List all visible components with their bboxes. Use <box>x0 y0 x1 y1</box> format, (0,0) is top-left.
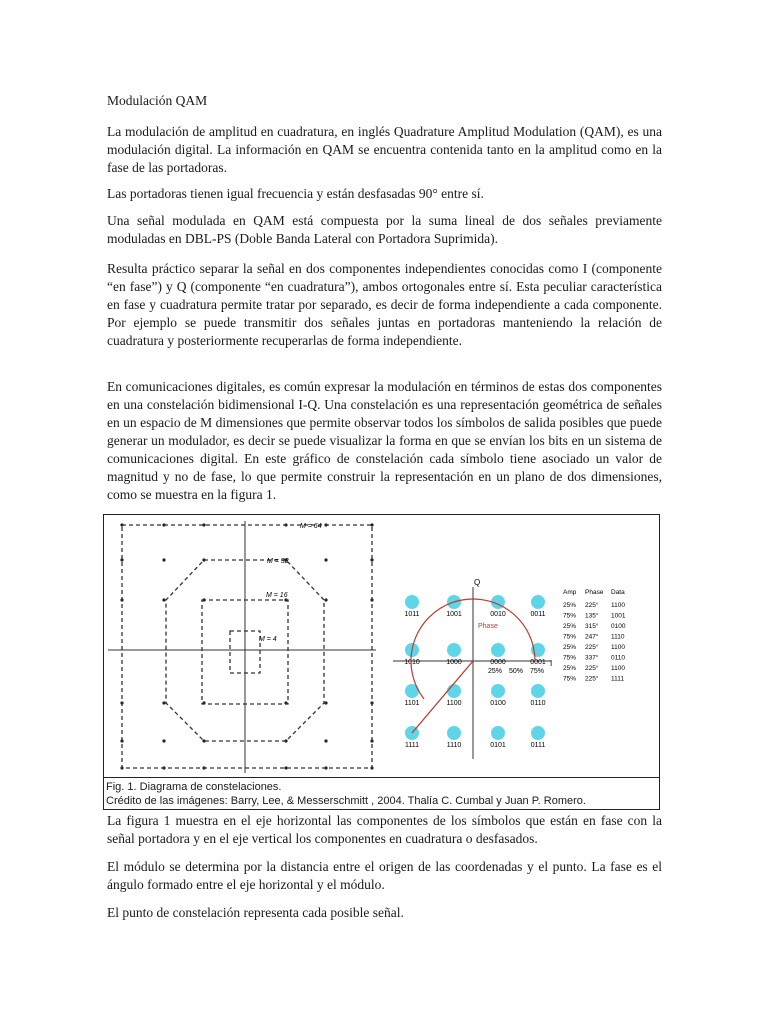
table-cell: 25% <box>563 644 577 651</box>
table-cell: 225° <box>585 602 599 609</box>
qam16-constellation-diagram <box>387 515 659 777</box>
amp-phase-data-table <box>563 589 626 683</box>
symbol-dot <box>491 684 505 698</box>
table-cell: 25% <box>563 665 577 672</box>
table-cell: 25% <box>563 602 577 609</box>
label-m64: M = 64 <box>300 523 322 530</box>
paragraph-dbl-ps: Una señal modulada en QAM está compuesta por la suma lineal de dos señales previamente moduladas en DBL-PS (Doble Banda Lateral con Portadora Suprimida). <box>107 213 662 246</box>
symbol-label: 1011 <box>404 611 420 618</box>
table-cell: 337° <box>585 654 599 662</box>
symbol-label: 0101 <box>490 742 506 749</box>
vector-line <box>412 661 473 733</box>
constellation-point <box>324 598 327 601</box>
paragraph-intro: La modulación de amplitud en cuadratura, en inglés Quadrature Amplitud Modulation (QAM), es una modulación digital. La información en QAM se encuentra contenida tanto en la amplitud como en la fase de las portadoras. <box>107 124 662 175</box>
table-cell: 1110 <box>611 633 625 641</box>
table-cell: 75% <box>563 633 577 641</box>
paragraph-constellation: En comunicaciones digitales, es común expresar la modulación en términos de estas dos componentes en una constelación bidimensional I-Q. Una constelación es una representación geométrica de señales en un espacio de M dimensiones que permite observar todos los símbolos de salida posibles que puede generar un modulador, es decir se puede visualizar la forma en que se envían los bits en un sistema de comunicaciones digital. En este gráfico de constelación cada símbolo tiene asociado un valor de magnitud y no de fase, lo que permite construir la representación en un plano de dos dimensiones, como se muestra en la figura 1. <box>107 379 662 502</box>
symbol-label: 1010 <box>404 659 420 666</box>
symbol-label: 0110 <box>530 700 546 707</box>
table-cell: 1111 <box>611 675 625 683</box>
symbol-dot <box>405 595 419 609</box>
table-cell: 225° <box>585 665 599 672</box>
symbol-label: 0011 <box>530 611 546 618</box>
document-heading: Modulación QAM <box>107 93 208 108</box>
paragraph-components: Resulta práctico separar la señal en dos componentes independientes conocidas como I (componente “en fase”) y Q (componente “en cuadratura”), ambos ortogonales entre sí. Esta peculiar característica en fase y cuadratura permite tratar por separado, es decir de forma independiente a cada componente. Por ejemplo se puede transmitir dos señales juntas en portadoras manteniendo la relación de cuadratura y posteriormente recuperarlas de forma independiente. <box>107 261 662 348</box>
constellation-point <box>162 558 165 561</box>
table-cell: 1100 <box>611 602 625 609</box>
constellation-boundaries <box>122 525 372 768</box>
label-m16: M = 16 <box>266 592 288 599</box>
paragraph-constellation-point: El punto de constelación representa cada posible señal. <box>107 905 404 920</box>
symbol-label: 1100 <box>446 700 462 707</box>
table-cell: 0110 <box>611 654 625 662</box>
symbol-label: 0010 <box>490 611 506 618</box>
table-cell: 1100 <box>611 665 625 672</box>
caption-credits: Crédito de las imágenes: Barry, Lee, & Messerschmitt , 2004. Thalía C. Cumbal y Juan P. Romero. <box>106 795 586 807</box>
constellation-point <box>324 558 327 561</box>
symbol-dot <box>531 726 545 740</box>
scale-label-75: 75% <box>530 668 545 675</box>
symbol-dot <box>447 643 461 657</box>
symbol-label: 0100 <box>490 700 506 707</box>
constellation-point <box>162 739 165 742</box>
symbol-label: 0000 <box>490 659 506 666</box>
axis-i-label: I <box>550 659 553 668</box>
caption-title: Fig. 1. Diagrama de constelaciones. <box>106 781 282 793</box>
symbol-dot <box>531 595 545 609</box>
qam16-points <box>404 595 546 749</box>
symbol-label: 1110 <box>446 742 462 749</box>
symbol-dot <box>447 684 461 698</box>
table-cell: 25% <box>563 623 577 630</box>
scale-label-25: 25% <box>488 668 503 675</box>
qam-nested-constellation-diagram <box>104 515 384 777</box>
symbol-label: 1111 <box>404 742 420 749</box>
paragraph-modulus-phase: El módulo se determina por la distancia entre el origen de las coordenadas y el punto. La fase es el ángulo formado entre el eje horizontal y el módulo. <box>107 859 662 892</box>
table-cell: 75% <box>563 675 577 683</box>
label-m32: M = 32 <box>267 558 289 565</box>
paragraph-carriers: Las portadoras tienen igual frecuencia y están desfasadas 90° entre sí. <box>107 186 484 201</box>
figure-1 <box>103 514 660 810</box>
boundary-m64 <box>122 525 372 768</box>
table-cell: 225° <box>585 644 599 651</box>
table-header: Amp <box>563 589 577 596</box>
symbol-dot <box>491 726 505 740</box>
table-cell: 0100 <box>611 623 626 630</box>
table-cell: 247° <box>585 633 599 641</box>
table-cell: 75% <box>563 654 577 662</box>
symbol-dot <box>447 726 461 740</box>
symbol-label: 1001 <box>446 611 462 618</box>
label-m4: M = 4 <box>259 636 277 643</box>
constellation-point <box>324 701 327 704</box>
constellation-point <box>324 739 327 742</box>
table-header: Data <box>611 589 625 596</box>
symbol-label: 0001 <box>530 659 546 666</box>
constellation-point <box>162 598 165 601</box>
table-cell: 135° <box>585 612 599 620</box>
axis-q-label: Q <box>474 578 481 587</box>
figure-caption <box>104 777 659 810</box>
symbol-dot <box>491 643 505 657</box>
scale-label-50: 50% <box>509 668 524 675</box>
paragraph-figure-description: La figura 1 muestra en el eje horizontal las componentes de los símbolos que están en fase con la señal portadora y en el eje vertical los componentes en cuadratura o desfasados. <box>107 813 662 846</box>
table-cell: 75% <box>563 612 577 620</box>
table-cell: 225° <box>585 675 599 683</box>
table-cell: 315° <box>585 623 599 630</box>
table-header: Phase <box>585 589 604 596</box>
phase-label: Phase <box>478 623 498 630</box>
symbol-label: 1101 <box>404 700 420 707</box>
symbol-label: 0111 <box>530 742 546 749</box>
symbol-dot <box>531 684 545 698</box>
table-cell: 1100 <box>611 644 625 651</box>
symbol-label: 1000 <box>446 659 462 666</box>
table-cell: 1001 <box>611 612 626 620</box>
constellation-point <box>162 701 165 704</box>
